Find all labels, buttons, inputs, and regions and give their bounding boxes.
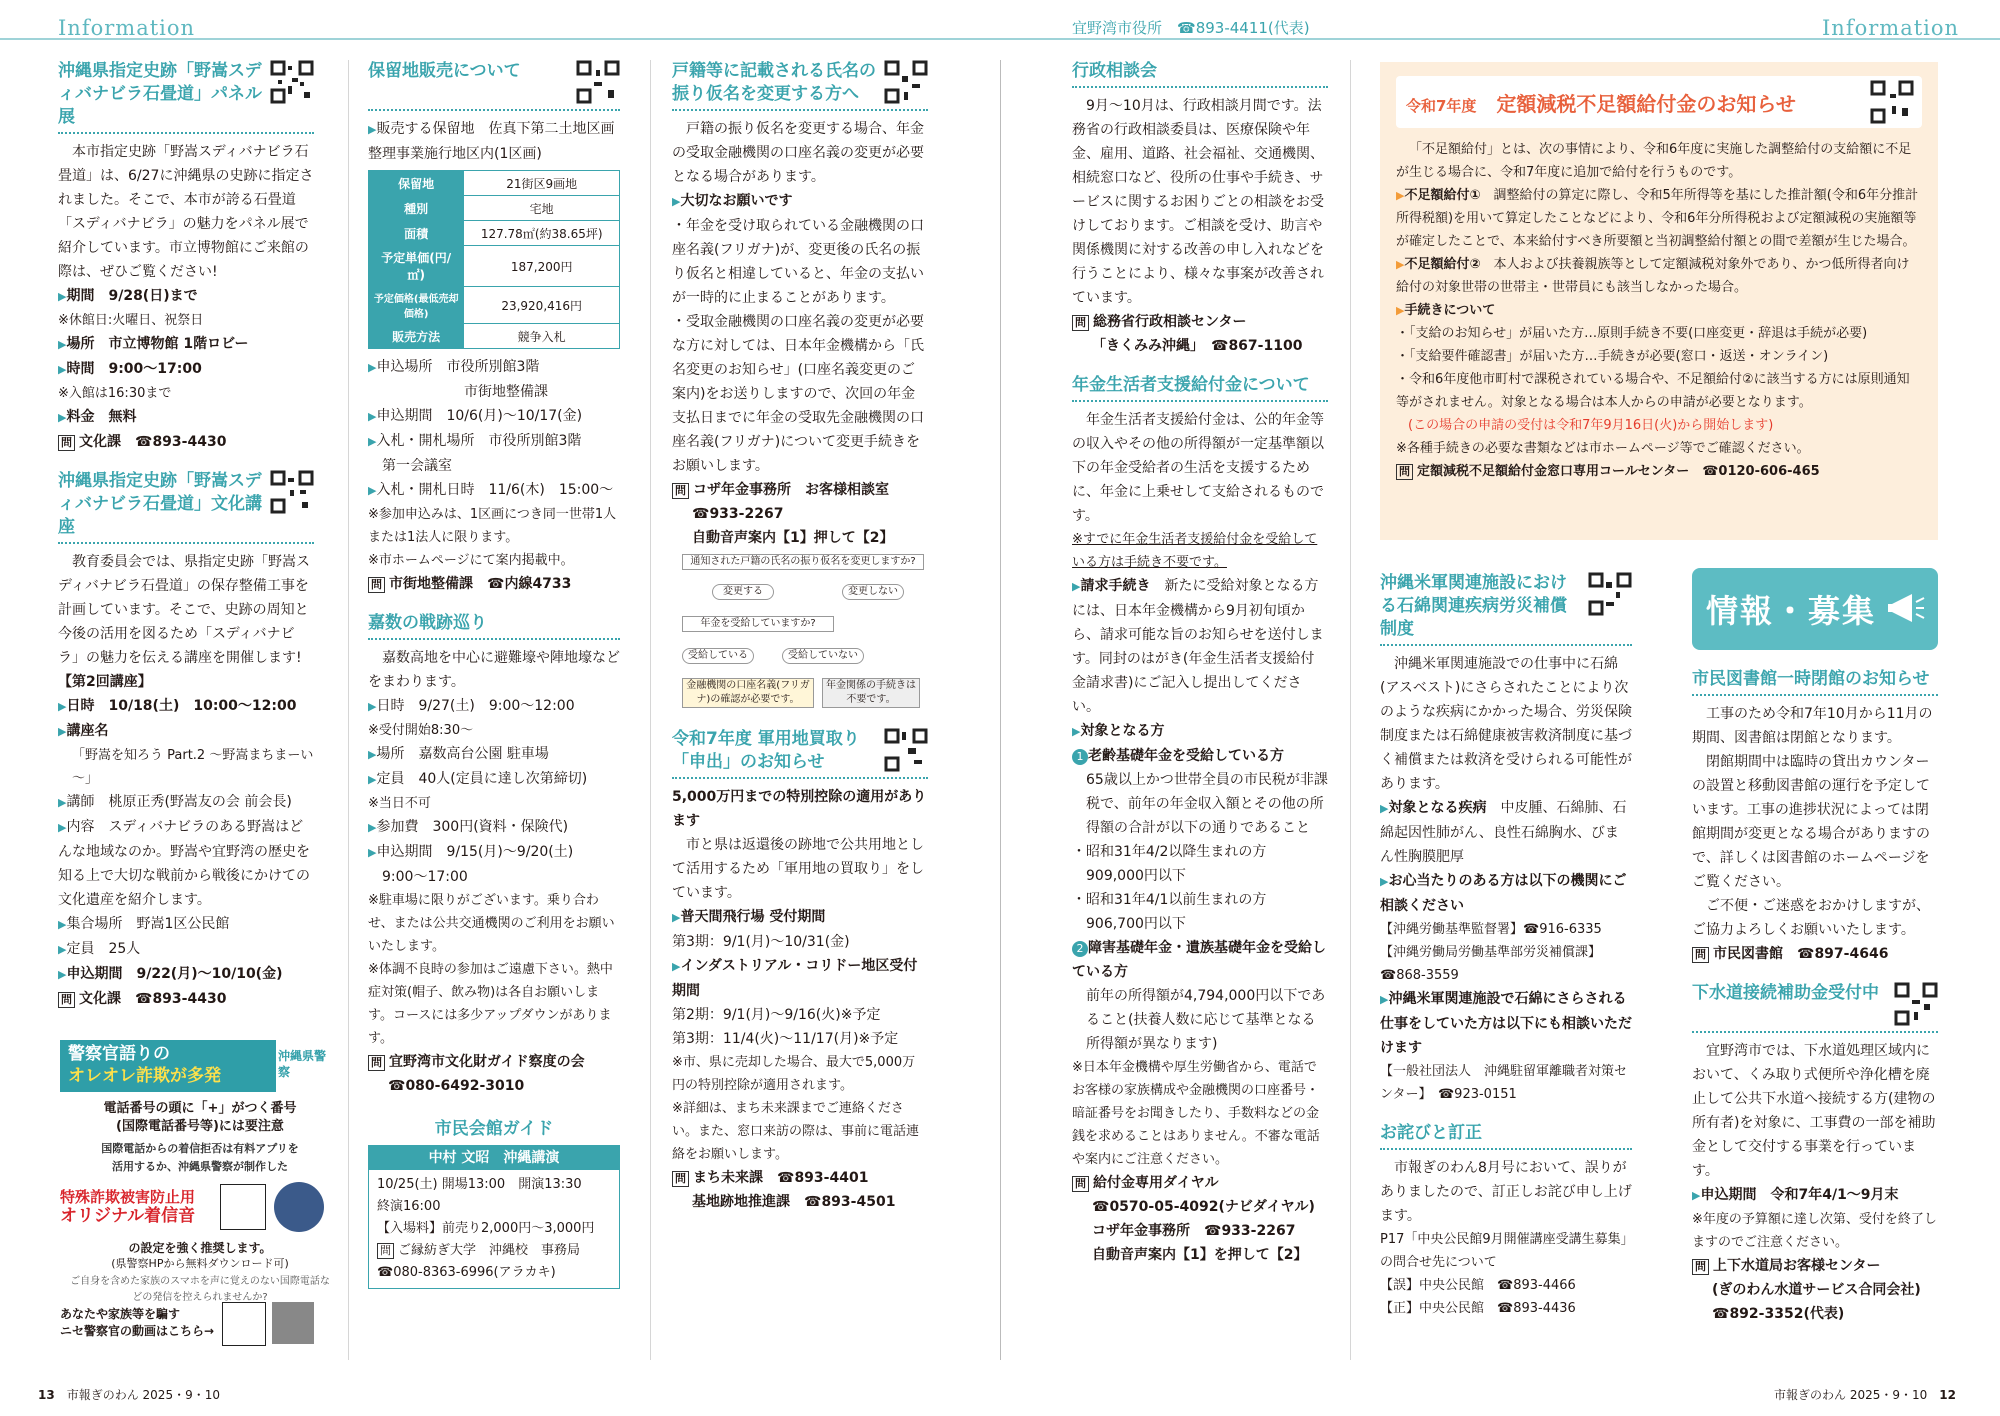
flow-answer-no: 変更しない (842, 584, 904, 600)
land-item: ▶販売する保留地 佐真下第二土地区画整理事業施行地区内(1区画) (368, 121, 615, 162)
apply-period-item: ▶申込期間 9/15(月)～9/20(土) (368, 844, 574, 860)
triangle-icon: ▶ (1692, 1189, 1701, 1202)
table-row: 種別 宅地 (369, 196, 620, 221)
section-title: 市民会館ガイド (434, 1119, 554, 1139)
contact-2: 「きくみみ沖縄」 ☎867-1100 (1092, 338, 1303, 354)
triangle-icon: ▶ (368, 484, 377, 497)
bullet: ・「支給要件確認書」が届いた方…手続きが必要(窓口・返送・オンライン) (1396, 349, 1829, 364)
inquiry-icon: 問 (1396, 464, 1413, 480)
note: ※市、県に売却した場合、最大で5,000万円の特別控除が適用されます。 (672, 1055, 916, 1093)
inquiry-icon: 問 (1692, 947, 1709, 963)
inquiry-icon: 問 (368, 1055, 385, 1071)
police-mascot-icon (274, 1182, 324, 1232)
flowchart (672, 554, 928, 712)
section-title: 沖縄米軍関連施設における石綿関連疾病労災補償制度 (1380, 572, 1632, 646)
contact-line: 【沖縄労働局労働基準部労災補償課】 (1380, 945, 1602, 960)
furigana-section (672, 60, 928, 712)
contact: 問 市街地整備課 ☎内線4733 (368, 572, 620, 596)
bid-date-item: ▶入札・開札日時 11/6(木) 15:00～ (368, 482, 614, 498)
page-header (0, 0, 2000, 44)
lead: 5,000万円までの特別控除の適用があります (672, 789, 927, 829)
header-word-right: Information (1822, 16, 1960, 40)
table-row: 販売方法 競争入札 (369, 324, 620, 349)
target-1: 1 老齢基礎年金を受給している方 (1072, 744, 1328, 768)
shortfall-2: ▶不足額給付② 本人および扶養親族等として定額減税対象外であり、かつ低所得者向け給付の対象世帯の世帯主・世帯員にも該当しなかった場合。 (1396, 257, 1910, 295)
contact: 問 文化課 ☎893-4430 (58, 987, 314, 1011)
land-table (368, 170, 620, 349)
table-row: 保留地 21街区9画地 (369, 171, 620, 196)
qr-code-icon[interactable] (1870, 80, 1914, 128)
column-6 (1692, 668, 1938, 1342)
column-4 (1072, 60, 1328, 1283)
consult-heading: ▶お心当たりのある方は以下の機関にご相談ください (1380, 873, 1627, 914)
section-title: 沖縄県指定史跡「野嵩スディバナビラ石畳道」パネル展 (58, 60, 314, 134)
note: ※各種手続きの必要な書類などは市ホームページ等でご確認ください。 (1396, 441, 1810, 456)
futenma-heading: ▶普天間飛行場 受付期間 (672, 909, 826, 925)
course-name-value: 「野嵩を知ろう Part.2 ～野嵩まちまーい～」 (72, 748, 314, 786)
section-title: 保留地販売について (368, 60, 620, 111)
box-title: 令和7年度 定額減税不足額給付金のお知らせ (1396, 76, 1922, 128)
section-body: 戸籍の振り仮名を変更する場合、年金の受取金融機関の口座名義の変更が必要となる場合があります。 (672, 121, 924, 185)
column-2 (368, 60, 620, 1305)
target-2: 2 障害基礎年金・遺族基礎年金を受給している方 (1072, 940, 1326, 980)
contact: 問 総務省行政相談センター (1072, 310, 1328, 334)
contact: 問 宜野湾市文化財ガイド察度の会 (368, 1050, 620, 1074)
civic-hall-section (368, 1114, 620, 1289)
inquiry-icon: 問 (377, 1243, 394, 1259)
section-body: 嘉数高地を中心に避難壕や陣地壕などをまわります。 (368, 650, 620, 690)
datetime-item: ▶日時 10/18(土) 10:00～12:00 (58, 698, 297, 714)
contact-auto: 自動音声案内【1】を押して【2】 (1092, 1247, 1308, 1263)
procedure-heading: ▶手続きについて (1396, 303, 1496, 318)
target-2-detail: 前年の所得額が4,794,000円以下であること(扶養人数に応じて基準となる所得額が異なります) (1086, 988, 1326, 1052)
library-closure-section (1692, 668, 1938, 966)
note: ※すでに年金生活者支援給付金を受給している方は手続き不要です。 (1072, 532, 1318, 570)
corridor-heading: ▶インダストリアル・コリドー地区受付期間 (672, 958, 918, 999)
bullet: ・「支給のお知らせ」が届いた方…原則手続き不要(口座変更・辞退は手続が必要) (1396, 326, 1868, 341)
section-body: 工事のため令和7年10月から11月の期間、図書館は閉館となります。 (1692, 706, 1933, 746)
lecture-section (58, 470, 314, 1011)
section-body: 宜野湾市では、下水道処理区域内において、くみ取り式便所や浄化槽を廃止して公共下水道へ接続する方(建物の所有者)を対象に、工事費の一部を補助金として交付する事業を行っています。 (1692, 1043, 1936, 1179)
inquiry-icon: 問 (1072, 1176, 1089, 1192)
note: ※日本年金機構や厚生労働省から、電話でお客様の家族構成や金融機関の口座番号・暗証番号をお聞きしたり、手数料などの金銭を求めることはありません。不審な電話や案内にご注意ください。 (1072, 1060, 1320, 1167)
note: ※受付開始8:30～ (368, 723, 474, 738)
section-title: お詫びと訂正 (1380, 1122, 1632, 1150)
place-item: ▶場所 嘉数高台公園 駐車場 (368, 746, 549, 762)
correction-detail: P17「中央公民館9月開催講座受講生募集」の問合せ先について (1380, 1232, 1628, 1270)
triangle-icon: ▶ (58, 725, 67, 738)
triangle-icon: ▶ (672, 960, 681, 973)
section-title: 嘉数の戦跡巡り (368, 612, 620, 640)
section-body: 9月～10月は、行政相談月間です。法務省の行政相談委員は、医療保険や年金、雇用、道路、社会福祉、交通機関、相続窓口など、役所の仕事や手続き、サービスに関するお困りごとの相談をお受けしております。ご相談を受け、助言や関係機関に対する改善の申し入れなどを行うことにより、様々な事案が改善されています。 (1072, 98, 1324, 306)
triangle-icon: ▶ (368, 123, 377, 136)
triangle-icon: ▶ (368, 435, 377, 448)
banner-label: 情報・募集 (1706, 592, 1877, 630)
note: ※入館は16:30まで (58, 386, 172, 401)
triangle-icon: ▶ (368, 700, 377, 713)
bid-place-detail: 第一会議室 (382, 458, 452, 474)
triangle-icon: ▶ (1380, 802, 1389, 815)
flow-question-1: 通知された戸籍の氏名の振り仮名を変更しますか? (682, 554, 924, 570)
contact-2: (ぎのわん水道サービス合同会社) (1712, 1282, 1921, 1298)
flow-answer-yes: 変更する (712, 584, 774, 600)
birth-after: ・昭和31年4/2以降生まれの方 (1072, 844, 1267, 860)
section-body: 市報ぎのわん8月号において、誤りがありましたので、訂正しお詫び申し上げます。 (1380, 1160, 1632, 1224)
video-link[interactable]: あなたや家族等を騙す ニセ警察官の動画はこちら→ (60, 1307, 215, 1338)
section-body: 市と県は返還後の跡地で公共用地として活用するため「軍用地の買取り」をしています。 (672, 837, 924, 901)
ringtone-label: 特殊詐欺被害防止用 オリジナル着信音 (60, 1188, 196, 1226)
lecturer-item: ▶講師 桃原正秀(野嵩友の会 前会長) (58, 794, 292, 810)
triangle-icon: ▶ (58, 363, 67, 376)
military-land-section (672, 728, 928, 1214)
triangle-icon: ▶ (58, 700, 67, 713)
inquiry-icon: 問 (368, 577, 385, 593)
footer-right: 市報ぎのわん 2025・9・10 12 (1774, 1388, 1956, 1402)
triangle-icon: ▶ (58, 918, 67, 931)
contact: 問 文化課 ☎893-4430 (58, 430, 314, 454)
contact-2: 基地跡地推進課 ☎893-4501 (692, 1194, 896, 1210)
header-word-left: Information (58, 16, 196, 40)
ad-title: 警察官語りの オレオレ詐欺が多発 (60, 1040, 276, 1092)
box-intro: 「不足額給付」とは、次の事情により、令和6年度に実施した調整給付の支給額に不足が生じる場合に、令和7年度に追加で給付を行うものです。 (1396, 142, 1912, 180)
page-spine (1000, 60, 1001, 1360)
correction-right: 【正】中央公民館 ☎893-4436 (1380, 1301, 1576, 1316)
column-5 (1380, 572, 1632, 1336)
column-divider (348, 60, 349, 1360)
ad-body: 電話番号の頭に「+」がつく番号 (国際電話番号等)には要注意 国際電話からの着信拒否は有料アプリを 活用するか、沖縄県警察が制作した (101, 1101, 299, 1173)
inquiry-icon: 問 (1692, 1259, 1709, 1275)
triangle-icon: ▶ (368, 773, 377, 786)
admin-consultation-section (1072, 60, 1328, 358)
section-title: 戸籍等に記載される氏名の振り仮名を変更する方へ (672, 60, 928, 111)
triangle-icon: ▶ (58, 943, 67, 956)
important-heading: ▶大切なお願いです (672, 193, 793, 209)
inquiry-icon: 問 (672, 1171, 689, 1187)
bid-place-item: ▶入札・開札場所 市役所別館3階 (368, 433, 582, 449)
flow-answer-receiving: 受給している (682, 648, 754, 664)
triangle-icon: ▶ (368, 410, 377, 423)
capacity-item: ▶定員 25人 (58, 941, 141, 957)
datetime-item: ▶日時 9/27(土) 9:00～12:00 (368, 698, 575, 714)
triangle-icon: ▶ (368, 748, 377, 761)
fee-item: ▶料金 無料 (58, 409, 137, 425)
contact-phone: ☎933-2267 (692, 506, 784, 522)
correction-wrong: 【誤】中央公民館 ☎893-4466 (1380, 1278, 1576, 1293)
apply-period-item: ▶申込期間 10/6(月)～10/17(金) (368, 408, 583, 424)
bullet: ・令和6年度他市町村で課税されている場合や、不足額給付②に該当する方には原則通知等がされません。対象となる場合は本人からの申請が必要となります。 (1396, 372, 1910, 410)
triangle-icon: ▶ (368, 846, 377, 859)
qr-code-icon[interactable] (1894, 982, 1938, 1026)
contact-line: 【一般社団法人 沖縄駐留軍離職者対策センター】 ☎923-0151 (1380, 1064, 1628, 1102)
header-city-office: 宜野湾市役所 ☎893-4411(代表) (1072, 19, 1310, 37)
number-1-icon: 1 (1072, 749, 1088, 765)
table-row: 予定価格(最低売却価格) 23,920,416円 (369, 287, 620, 324)
note: ※駐車場に限りがございます。乗り合わせ、または公共交通機関のご利用をお願いいたします。 (368, 893, 615, 954)
section-body: 教育委員会では、県指定史跡「野嵩スディバナビラ石畳道」の保存整備工事を計画しています。そこで、史跡の周知と今後の活用を図るため「スディバナビラ」の魅力を伝える講座を開催します! (58, 554, 310, 666)
content-item: ▶内容 スディバナビラのある野嵩はどんな地域なのか。野嵩や宜野湾の歴史を知る上で大切な戦前から戦後にかけての文化遺産を紹介します。 (58, 819, 310, 908)
flow-question-2: 年金を受給していますか? (682, 616, 834, 632)
qr-code-icon[interactable] (576, 60, 620, 104)
time-item: ▶時間 9:00～17:00 (58, 361, 202, 377)
meeting-place-item: ▶集合場所 野嵩1区公民館 (58, 916, 230, 932)
note: ※年度の予算額に達し次第、受付を終了しますのでご注意ください。 (1692, 1212, 1937, 1250)
box-body (1396, 138, 1922, 484)
corridor-period: 第2期：9/1(月)～9/16(火)※予定 (672, 1007, 881, 1023)
bullet: ・受取金融機関の口座名義の変更が必要な方に対しては、日本年金機構から「氏名変更のお知らせ」(口座名義変更のご案内)をお送りしますので、次回の年金支払日までに年金の受取先金融機関の口座名義(フリガナ)について変更手続きをお願いします。 (672, 314, 924, 474)
pension-support-section (1072, 374, 1328, 1267)
megaphone-icon (1886, 588, 1926, 632)
info-recruit-banner (1692, 568, 1938, 650)
section-title: 行政相談会 (1072, 60, 1328, 88)
column-1 (58, 60, 314, 1027)
inquiry-icon: 問 (1072, 315, 1089, 331)
triangle-icon: ▶ (672, 911, 681, 924)
war-sites-section (368, 612, 620, 1098)
futenma-period: 第3期：9/1(月)～10/31(金) (672, 934, 850, 950)
period-item: ▶期間 9/28(日)まで (58, 288, 198, 304)
flow-result-check: 金融機関の口座名義(フリガナ)の確認が必要です。 (682, 678, 814, 708)
column-divider (1350, 60, 1351, 1360)
police-fraud-ad (60, 1040, 334, 1348)
place-item: ▶場所 市立博物館 1階ロビー (58, 336, 249, 352)
note: ※体調不良時の参加はご遠慮下さい。熱中症対策(帽子、飲み物)は各自お願いします。コースには多少アップダウンがあります。 (368, 962, 613, 1046)
triangle-icon: ▶ (58, 968, 67, 981)
capacity-item: ▶定員 40人(定員に達し次第締切) (368, 771, 588, 787)
header-rule (0, 38, 2000, 40)
apply-period-item: ▶申込期間 令和7年4/1～9月末 (1692, 1187, 1899, 1203)
event-box (368, 1145, 620, 1289)
ad-recommend: の設定を強く推奨します。 (県警察HPから無料ダウンロード可) ご自身を含めた家族のスマホを声に覚えのない国際電話などの発信を控えられませんか? (70, 1241, 330, 1303)
reserved-land-section (368, 60, 620, 596)
column-3 (672, 60, 928, 1230)
target-heading: ▶対象となる方 (1072, 723, 1165, 739)
section-title: 年金生活者支援給付金について (1072, 374, 1328, 402)
section-body: 閉館期間中は臨時の貸出カウンターの設置と移動図書館の運行を予定しています。工事の進捗状況によっては閉館期間が変更となる場合がありますので、詳しくは図書館のホームページをご覧ください。 (1692, 754, 1930, 890)
qr-code-icon[interactable] (1588, 572, 1632, 616)
note: ※詳細は、まち未来課までご連絡ください。また、窓口来訪の際は、事前に電話連絡をお願いします。 (672, 1101, 920, 1162)
contact-phone: ☎080-6492-3010 (388, 1078, 525, 1094)
disease-item: ▶対象となる疾病 中皮腫、石綿肺、石綿起因性肺がん、良性石綿胸水、びまん性胸膜肥厚 (1380, 800, 1627, 865)
video-thumbnail (272, 1302, 314, 1344)
asbestos-section (1380, 572, 1632, 1106)
amount-after: 909,000円以下 (1086, 868, 1186, 884)
qr-code-icon[interactable] (270, 470, 314, 514)
consult-heading-2: ▶沖縄米軍関連施設で石綿にさらされる仕事をしていた方は以下にも相談いただけます (1380, 991, 1632, 1056)
section-title: 沖縄県指定史跡「野嵩スディバナビラ石畳道」文化講座 (58, 470, 314, 544)
panel-exhibit-section (58, 60, 314, 454)
bullet-red: (この場合の申請の受付は令和7年9月16日(火)から開始します) (1408, 418, 1774, 433)
triangle-icon: ▶ (1072, 580, 1081, 593)
triangle-icon: ▶ (58, 796, 67, 809)
qr-code-icon[interactable] (884, 728, 928, 772)
triangle-icon: ▶ (368, 361, 377, 374)
apply-place-detail: 市街地整備課 (464, 384, 548, 400)
bullet: ・年金を受け取られている金融機関の口座名義(フリガナ)が、変更後の氏名の振り仮名と相違していると、年金の支払いが一時的に止まることがあります。 (672, 218, 924, 306)
correction-section (1380, 1122, 1632, 1320)
contact: 問 市民図書館 ☎897-4646 (1692, 942, 1938, 966)
section-body: 本市指定史跡「野嵩スディバナビラ石畳道」は、6/27に沖縄県の史跡に指定されました。そこで、本市が誇る石畳道「スディバナビラ」の魅力をパネル展で紹介しています。市立博物館にご来館の際は、ぜひご覧ください! (58, 144, 314, 280)
triangle-icon: ▶ (368, 821, 377, 834)
qr-code-icon[interactable] (220, 1184, 266, 1230)
note: ※当日不可 (368, 796, 431, 811)
tax-shortfall-box (1380, 62, 1938, 540)
apply-period-item: ▶申込期間 9/22(月)～10/10(金) (58, 966, 283, 982)
triangle-icon: ▶ (58, 290, 67, 303)
contact: 問 上下水道局お客様センター (1692, 1254, 1938, 1278)
triangle-icon: ▶ (58, 411, 67, 424)
triangle-icon: ▶ (672, 195, 681, 208)
sub-heading: 【第2回講座】 (58, 674, 152, 690)
section-body: 沖縄米軍関連施設での仕事中に石綿(アスベスト)にさらされたことにより次のような疾病にかかった場合、労災保険制度または石綿健康被害救済制度に基づく補償または救済を受けられる可能性があります。 (1380, 656, 1632, 792)
shortfall-1: ▶不足額給付① 調整給付の算定に際し、令和5年所得等を基にした推計額(令和6年分推計所得税額)を用いて算定したことなどにより、令和6年分所得税および定額減税の実施額等が確定したことで、本来給付すべき所要額と当初調整給付額との間で差額が生じた場合。 (1396, 188, 1919, 249)
note: ※市ホームページにて案内掲載中。 (368, 553, 574, 568)
triangle-icon: ▶ (1380, 875, 1389, 888)
apply-place-item: ▶申込場所 市役所別館3階 (368, 359, 540, 375)
event-title: 中村 文昭 沖縄講演 (369, 1146, 619, 1170)
amount-before: 906,700円以下 (1086, 916, 1186, 932)
section-body: 年金生活者支援給付金は、公的年金等の収入やその他の所得額が一定基準額以下の年金受給者の生活を支援するために、年金に上乗せして支給されるものです。 (1072, 412, 1324, 524)
contact-phone: ☎892-3352(代表) (1712, 1306, 1845, 1322)
note: ※参加申込みは、1区画につき同一世帯1人または1法人に限ります。 (368, 507, 617, 545)
contact: 問 定額減税不足額給付金窓口専用コールセンター ☎0120-606-465 (1396, 460, 1922, 484)
table-row: 予定単価(円/㎡) 187,200円 (369, 246, 620, 287)
flow-answer-not-receiving: 受給していない (782, 648, 864, 664)
contact-phone: ☎0570-05-4092(ナビダイヤル) (1092, 1199, 1315, 1215)
section-body: ご不便・ご迷惑をおかけしますが、ご協力よろしくお願いいたします。 (1692, 898, 1930, 938)
table-row: 面積 127.78㎡(約38.65坪) (369, 221, 620, 246)
contact: 問 まち未来課 ☎893-4401 (672, 1166, 928, 1190)
qr-code-icon[interactable] (222, 1302, 266, 1346)
triangle-icon: ▶ (1380, 993, 1389, 1006)
contact-2: コザ年金事務所 ☎933-2267 (1092, 1223, 1296, 1239)
sewer-subsidy-section (1692, 982, 1938, 1326)
triangle-icon: ▶ (58, 821, 67, 834)
contact-line: 【沖縄労働基準監督署】☎916-6335 (1380, 922, 1602, 937)
fee-item: ▶参加費 300円(資料・保険代) (368, 819, 569, 835)
police-tag: 沖縄県警察 (278, 1049, 327, 1079)
contact-line: ☎868-3559 (1380, 968, 1459, 983)
section-title: 市民図書館一時閉館のお知らせ (1692, 668, 1938, 696)
qr-code-icon[interactable] (270, 60, 314, 104)
contact: 問 コザ年金事務所 お客様相談室 (672, 478, 928, 502)
target-1-detail: 65歳以上かつ世帯全員の市民税が非課税で、前年の年金収入額とその他の所得額の合計が以下の通りであること (1086, 772, 1328, 836)
inquiry-icon: 問 (672, 483, 689, 499)
inquiry-icon: 問 (58, 992, 75, 1008)
contact: 問 給付金専用ダイヤル (1072, 1171, 1328, 1195)
section-title: 令和7年度 軍用地買取り「申出」のお知らせ (672, 728, 928, 779)
event-details: 10/25(土) 開場13:00 開演13:30 終演16:00 【入場料】前売り2,000円～3,000円 問 ご縁紡ぎ大学 沖縄校 事務局 ☎080-8363-6996(アラカキ) (377, 1177, 595, 1280)
section-title: 下水道接続補助金受付中 (1692, 982, 1938, 1033)
note: ※休館日:火曜日、祝祭日 (58, 313, 204, 328)
contact-auto: 自動音声案内【1】押して【2】 (692, 530, 894, 546)
triangle-icon: ▶ (1072, 725, 1081, 738)
birth-before: ・昭和31年4/1以前生まれの方 (1072, 892, 1267, 908)
course-name-item: ▶講座名 (58, 723, 109, 739)
triangle-icon: ▶ (1396, 304, 1405, 317)
triangle-icon: ▶ (1396, 189, 1405, 202)
triangle-icon: ▶ (1396, 258, 1405, 271)
column-divider (650, 60, 651, 1360)
inquiry-icon: 問 (58, 435, 75, 451)
apply-period-time: 9:00～17:00 (382, 869, 468, 885)
flow-result-none: 年金関係の手続きは不要です。 (822, 678, 920, 708)
qr-code-icon[interactable] (884, 60, 928, 104)
claim-item: ▶請求手続き 新たに受給対象となる方には、日本年金機構から9月初旬頃から、請求可能な旨のお知らせを送付します。同封のはがき(年金生活者支援給付金請求書)にご記入し提出してください。 (1072, 578, 1324, 715)
corridor-period: 第3期：11/4(火)～11/17(月)※予定 (672, 1031, 899, 1047)
footer-left: 13 市報ぎのわん 2025・9・10 (38, 1388, 220, 1402)
number-2-icon: 2 (1072, 941, 1088, 957)
triangle-icon: ▶ (58, 338, 67, 351)
